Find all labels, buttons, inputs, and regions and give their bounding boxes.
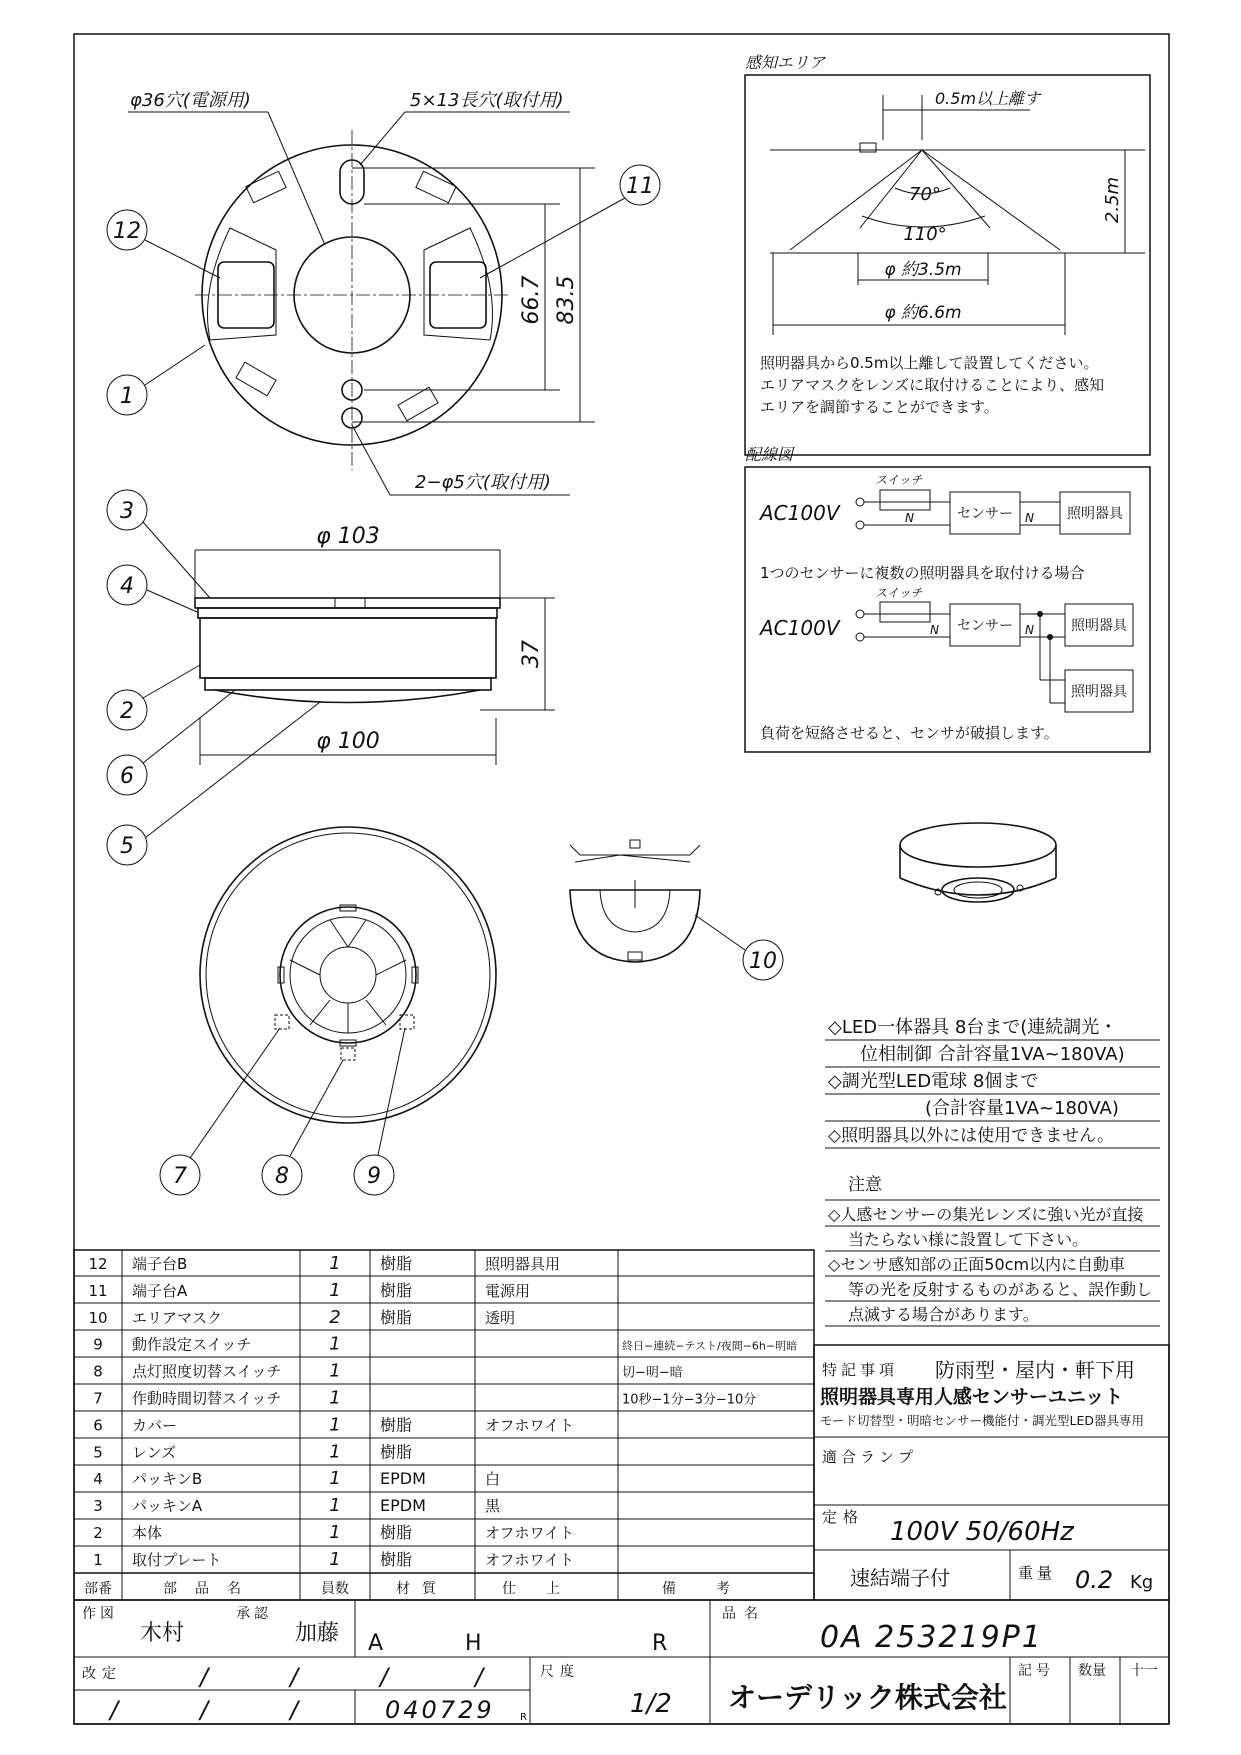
fixture-box-1: 照明器具 xyxy=(1067,506,1123,522)
callout-5: 5 xyxy=(120,834,134,859)
parts-cell-qty: 1 xyxy=(329,1441,341,1463)
parts-cell-name: パッキンA xyxy=(132,1497,203,1516)
caution-title: 注意 xyxy=(848,1175,882,1195)
parts-cell-qty: 1 xyxy=(329,1468,341,1490)
parts-cell-qty: 1 xyxy=(329,1253,341,1274)
height-2-5m: 2.5m xyxy=(1102,176,1123,224)
parts-cell-rem: 切−明−暗 xyxy=(622,1365,683,1381)
company-name: オーデリック株式会社 xyxy=(728,1681,1007,1714)
parts-cell-qty: 1 xyxy=(329,1387,341,1409)
parts-cell-name: カバー xyxy=(132,1416,178,1435)
spec-note-3: ◇調光型LED電球 8個まで xyxy=(828,1071,1039,1092)
rev-slash: / xyxy=(475,1663,484,1691)
parts-cell-no: 7 xyxy=(93,1389,103,1408)
approved-by: 加藤 xyxy=(295,1621,340,1646)
callout-10: 10 xyxy=(749,949,777,974)
ac-label-1: AC100V xyxy=(760,501,840,525)
callout-7: 7 xyxy=(173,1164,187,1189)
parts-cell-qty: 1 xyxy=(329,1279,341,1301)
dim-66-7: 66.7 xyxy=(519,275,544,325)
scale-value: 1/2 xyxy=(630,1689,672,1719)
parts-cell-fin: 電源用 xyxy=(485,1281,531,1300)
parts-cell-name: 端子台B xyxy=(132,1255,188,1273)
rev-slash: / xyxy=(380,1663,389,1691)
sensor-box-2: センサー xyxy=(957,618,1013,634)
ac-label-2: AC100V xyxy=(760,616,840,640)
parts-cell-no: 4 xyxy=(93,1470,103,1489)
parts-cell-fin: 白 xyxy=(485,1470,501,1489)
callout-1: 1 xyxy=(120,384,134,409)
parts-cell-no: 2 xyxy=(93,1524,103,1542)
callout-6: 6 xyxy=(120,764,134,789)
header-no: 部番 xyxy=(84,1581,112,1597)
grade-h: H xyxy=(465,1631,482,1656)
parts-cell-no: 5 xyxy=(93,1443,103,1462)
parts-cell-qty: 1 xyxy=(329,1333,341,1355)
spec-note-1: ◇LED一体器具 8台まで(連続調光・ xyxy=(828,1017,1118,1038)
n-label-2: N xyxy=(1025,511,1034,525)
area-mask xyxy=(570,840,783,980)
n-label-4: N xyxy=(1025,623,1034,637)
caution-1: ◇人感センサーの集光レンズに強い光が直接 xyxy=(828,1205,1144,1224)
n-label-3: N xyxy=(930,623,939,637)
parts-cell-qty: 1 xyxy=(329,1495,341,1517)
parts-cell-name: 点灯照度切替スイッチ xyxy=(132,1362,282,1381)
side-view xyxy=(195,524,555,765)
parts-cell-name: レンズ xyxy=(132,1443,177,1462)
parts-cell-mat: 樹脂 xyxy=(380,1442,413,1462)
callout-2: 2 xyxy=(120,699,134,724)
scale-label: 尺度 xyxy=(540,1664,580,1680)
parts-cell-qty: 1 xyxy=(329,1522,341,1543)
caution-notes xyxy=(825,1175,1160,1326)
parts-cell-qty: 2 xyxy=(329,1306,341,1328)
min-distance: 0.5m以上離す xyxy=(935,89,1041,108)
symbol-label: 記号 xyxy=(1018,1663,1054,1679)
header-material: 材質 xyxy=(396,1581,448,1597)
multi-caption: 1つのセンサーに複数の照明器具を取付ける場合 xyxy=(760,564,1085,582)
parts-cell-no: 11 xyxy=(88,1281,108,1300)
parts-table-header xyxy=(84,1580,770,1597)
rev-slash: / xyxy=(290,1696,299,1724)
product-code: 0A 253219P1 xyxy=(820,1620,1043,1655)
switch-label-1: スイッチ xyxy=(875,473,923,487)
diameter-3-5m: φ 約3.5m xyxy=(884,260,962,280)
rev-slash: / xyxy=(290,1663,299,1691)
wiring-title: 配線図 xyxy=(745,445,794,464)
parts-cell-name: パッキンB xyxy=(132,1470,203,1489)
parts-cell-fin: 黒 xyxy=(485,1497,501,1516)
detection-area-panel xyxy=(745,53,1150,455)
spec-note-4: (合計容量1VA~180VA) xyxy=(925,1098,1119,1119)
callout-8: 8 xyxy=(275,1164,289,1189)
dim-37: 37 xyxy=(519,640,544,668)
product-label: 品名 xyxy=(722,1606,766,1622)
parts-cell-rem: 終日−連続−テスト/夜間−6h−明暗 xyxy=(622,1339,798,1353)
lamp-label: 適合ランプ xyxy=(822,1448,918,1466)
switch-label-2: スイッチ xyxy=(875,586,923,600)
callout-9: 9 xyxy=(367,1164,381,1189)
angle-110: 110° xyxy=(903,224,947,245)
spec-notes xyxy=(825,1017,1160,1148)
power-hole-label: φ36穴(電源用) xyxy=(130,90,251,111)
parts-cell-qty: 1 xyxy=(329,1548,341,1570)
parts-cell-no: 8 xyxy=(93,1362,103,1381)
parts-cell-name: エリアマスク xyxy=(132,1308,223,1327)
wiring-panel xyxy=(745,445,1150,752)
special-label: 特記事項 xyxy=(822,1361,899,1379)
parts-cell-fin: オフホワイト xyxy=(485,1416,575,1435)
weight-unit: Kg xyxy=(1130,1572,1154,1593)
revision-label: 改定 xyxy=(82,1666,122,1682)
parts-cell-fin: 透明 xyxy=(485,1308,516,1327)
date: 040729 xyxy=(385,1696,495,1724)
parts-cell-no: 12 xyxy=(88,1255,108,1273)
isometric-view xyxy=(900,823,1056,902)
parts-cell-qty: 1 xyxy=(329,1360,341,1382)
weight-value: 0.2 xyxy=(1075,1566,1114,1594)
parts-cell-no: 1 xyxy=(93,1550,103,1569)
parts-cell-no: 9 xyxy=(93,1335,103,1354)
grade-a: A xyxy=(368,1631,384,1656)
callout-3: 3 xyxy=(120,499,134,524)
callout-12: 12 xyxy=(113,219,141,244)
fixture-box-2: 照明器具 xyxy=(1071,618,1127,634)
sensor-box-1: センサー xyxy=(957,506,1013,522)
header-finish: 仕上 xyxy=(502,1581,590,1597)
header-name: 部品名 xyxy=(163,1581,259,1597)
parts-cell-fin: 照明器具用 xyxy=(485,1255,561,1273)
parts-cell-no: 10 xyxy=(88,1308,108,1327)
detection-title: 感知エリア xyxy=(745,53,826,72)
parts-cell-name: 取付プレート xyxy=(132,1550,222,1569)
dim-100: φ 100 xyxy=(316,729,380,754)
callout-11: 11 xyxy=(626,174,654,199)
parts-cell-fin: オフホワイト xyxy=(485,1550,575,1569)
header-qty: 員数 xyxy=(321,1581,349,1597)
rev-slash: / xyxy=(110,1696,119,1724)
parts-cell-mat: 樹脂 xyxy=(380,1523,413,1542)
product-title: 照明器具専用人感センサーユニット xyxy=(820,1386,1124,1408)
parts-cell-name: 作動時間切替スイッチ xyxy=(132,1389,282,1408)
title-block xyxy=(74,1600,1169,1724)
sheet-frame xyxy=(74,34,1169,1724)
product-subtitle: モード切替型・明暗センサー機能付・調光型LED器具専用 xyxy=(820,1413,1144,1428)
dim-103: φ 103 xyxy=(316,524,380,549)
rev-slash: / xyxy=(200,1696,209,1724)
parts-cell-name: 動作設定スイッチ xyxy=(132,1335,252,1354)
header-remarks: 備考 xyxy=(662,1581,770,1597)
caution-2: 当たらない様に設置して下さい。 xyxy=(848,1230,1089,1249)
parts-cell-mat: 樹脂 xyxy=(380,1549,413,1569)
parts-cell-mat: 樹脂 xyxy=(380,1254,413,1273)
slot-label: 5×13長穴(取付用) xyxy=(410,90,564,111)
mount-holes-label: 2−φ5穴(取付用) xyxy=(415,472,551,493)
spec-note-2: 位相制御 合計容量1VA~180VA) xyxy=(860,1044,1125,1065)
caution-4: 等の光を反射するものがあると、誤作動し xyxy=(848,1280,1153,1299)
date-suffix: R xyxy=(520,1712,527,1723)
parts-cell-mat: EPDM xyxy=(380,1469,426,1489)
special-value: 防雨型・屋内・軒下用 xyxy=(935,1358,1135,1382)
parts-cell-name: 本体 xyxy=(132,1524,163,1542)
weight-label: 重量 xyxy=(1018,1564,1057,1582)
callouts-bottom xyxy=(160,1028,405,1195)
parts-cell-no: 3 xyxy=(93,1497,103,1516)
fixture-box-3: 照明器具 xyxy=(1071,684,1127,700)
rating-value: 100V 50/60Hz xyxy=(890,1517,1074,1547)
parts-cell-rem: 10秒−1分−3分−10分 xyxy=(622,1392,757,1408)
parts-cell-mat: 樹脂 xyxy=(380,1307,413,1327)
parts-cell-name: 端子台A xyxy=(132,1281,188,1300)
spec-note-5: ◇照明器具以外には使用できません。 xyxy=(828,1126,1115,1146)
terminal-note: 速結端子付 xyxy=(850,1566,950,1590)
parts-cell-no: 6 xyxy=(93,1416,103,1435)
angle-70: 70° xyxy=(909,184,941,205)
rating-label: 定格 xyxy=(822,1508,865,1526)
diameter-6-6m: φ 約6.6m xyxy=(884,303,962,323)
parts-cell-qty: 1 xyxy=(329,1414,341,1436)
detection-note-3: エリアを調節することができます。 xyxy=(760,398,999,416)
callout-4: 4 xyxy=(120,574,134,599)
parts-cell-fin: オフホワイト xyxy=(485,1524,575,1542)
parts-cell-mat: 樹脂 xyxy=(380,1415,413,1435)
detection-note-1: 照明器具から0.5m以上離して設置してください。 xyxy=(760,354,1099,372)
dim-83-5: 83.5 xyxy=(554,275,579,325)
parts-table-grid xyxy=(74,1250,814,1600)
parts-cell-mat: 樹脂 xyxy=(380,1280,413,1300)
grade-r: R xyxy=(652,1631,668,1656)
quantity-label: 数量 xyxy=(1078,1663,1106,1679)
detection-note-2: エリアマスクをレンズに取付けることにより、感知 xyxy=(760,376,1105,394)
spec-block xyxy=(814,1345,1169,1600)
parts-cell-mat: EPDM xyxy=(380,1496,426,1516)
wiring-warning: 負荷を短絡させると、センサが破損します。 xyxy=(760,724,1059,742)
top-view xyxy=(128,90,595,495)
sheet-mark: 十一 xyxy=(1130,1663,1158,1679)
rev-slash: / xyxy=(200,1663,209,1691)
caution-5: 点滅する場合があります。 xyxy=(848,1305,1039,1324)
n-label-1: N xyxy=(905,511,914,525)
caution-3: ◇センサ感知部の正面50cm以内に自動車 xyxy=(828,1255,1126,1274)
drawn-label: 作図 xyxy=(82,1606,118,1622)
drawn-by: 木村 xyxy=(140,1621,185,1646)
approved-label: 承認 xyxy=(236,1606,272,1622)
